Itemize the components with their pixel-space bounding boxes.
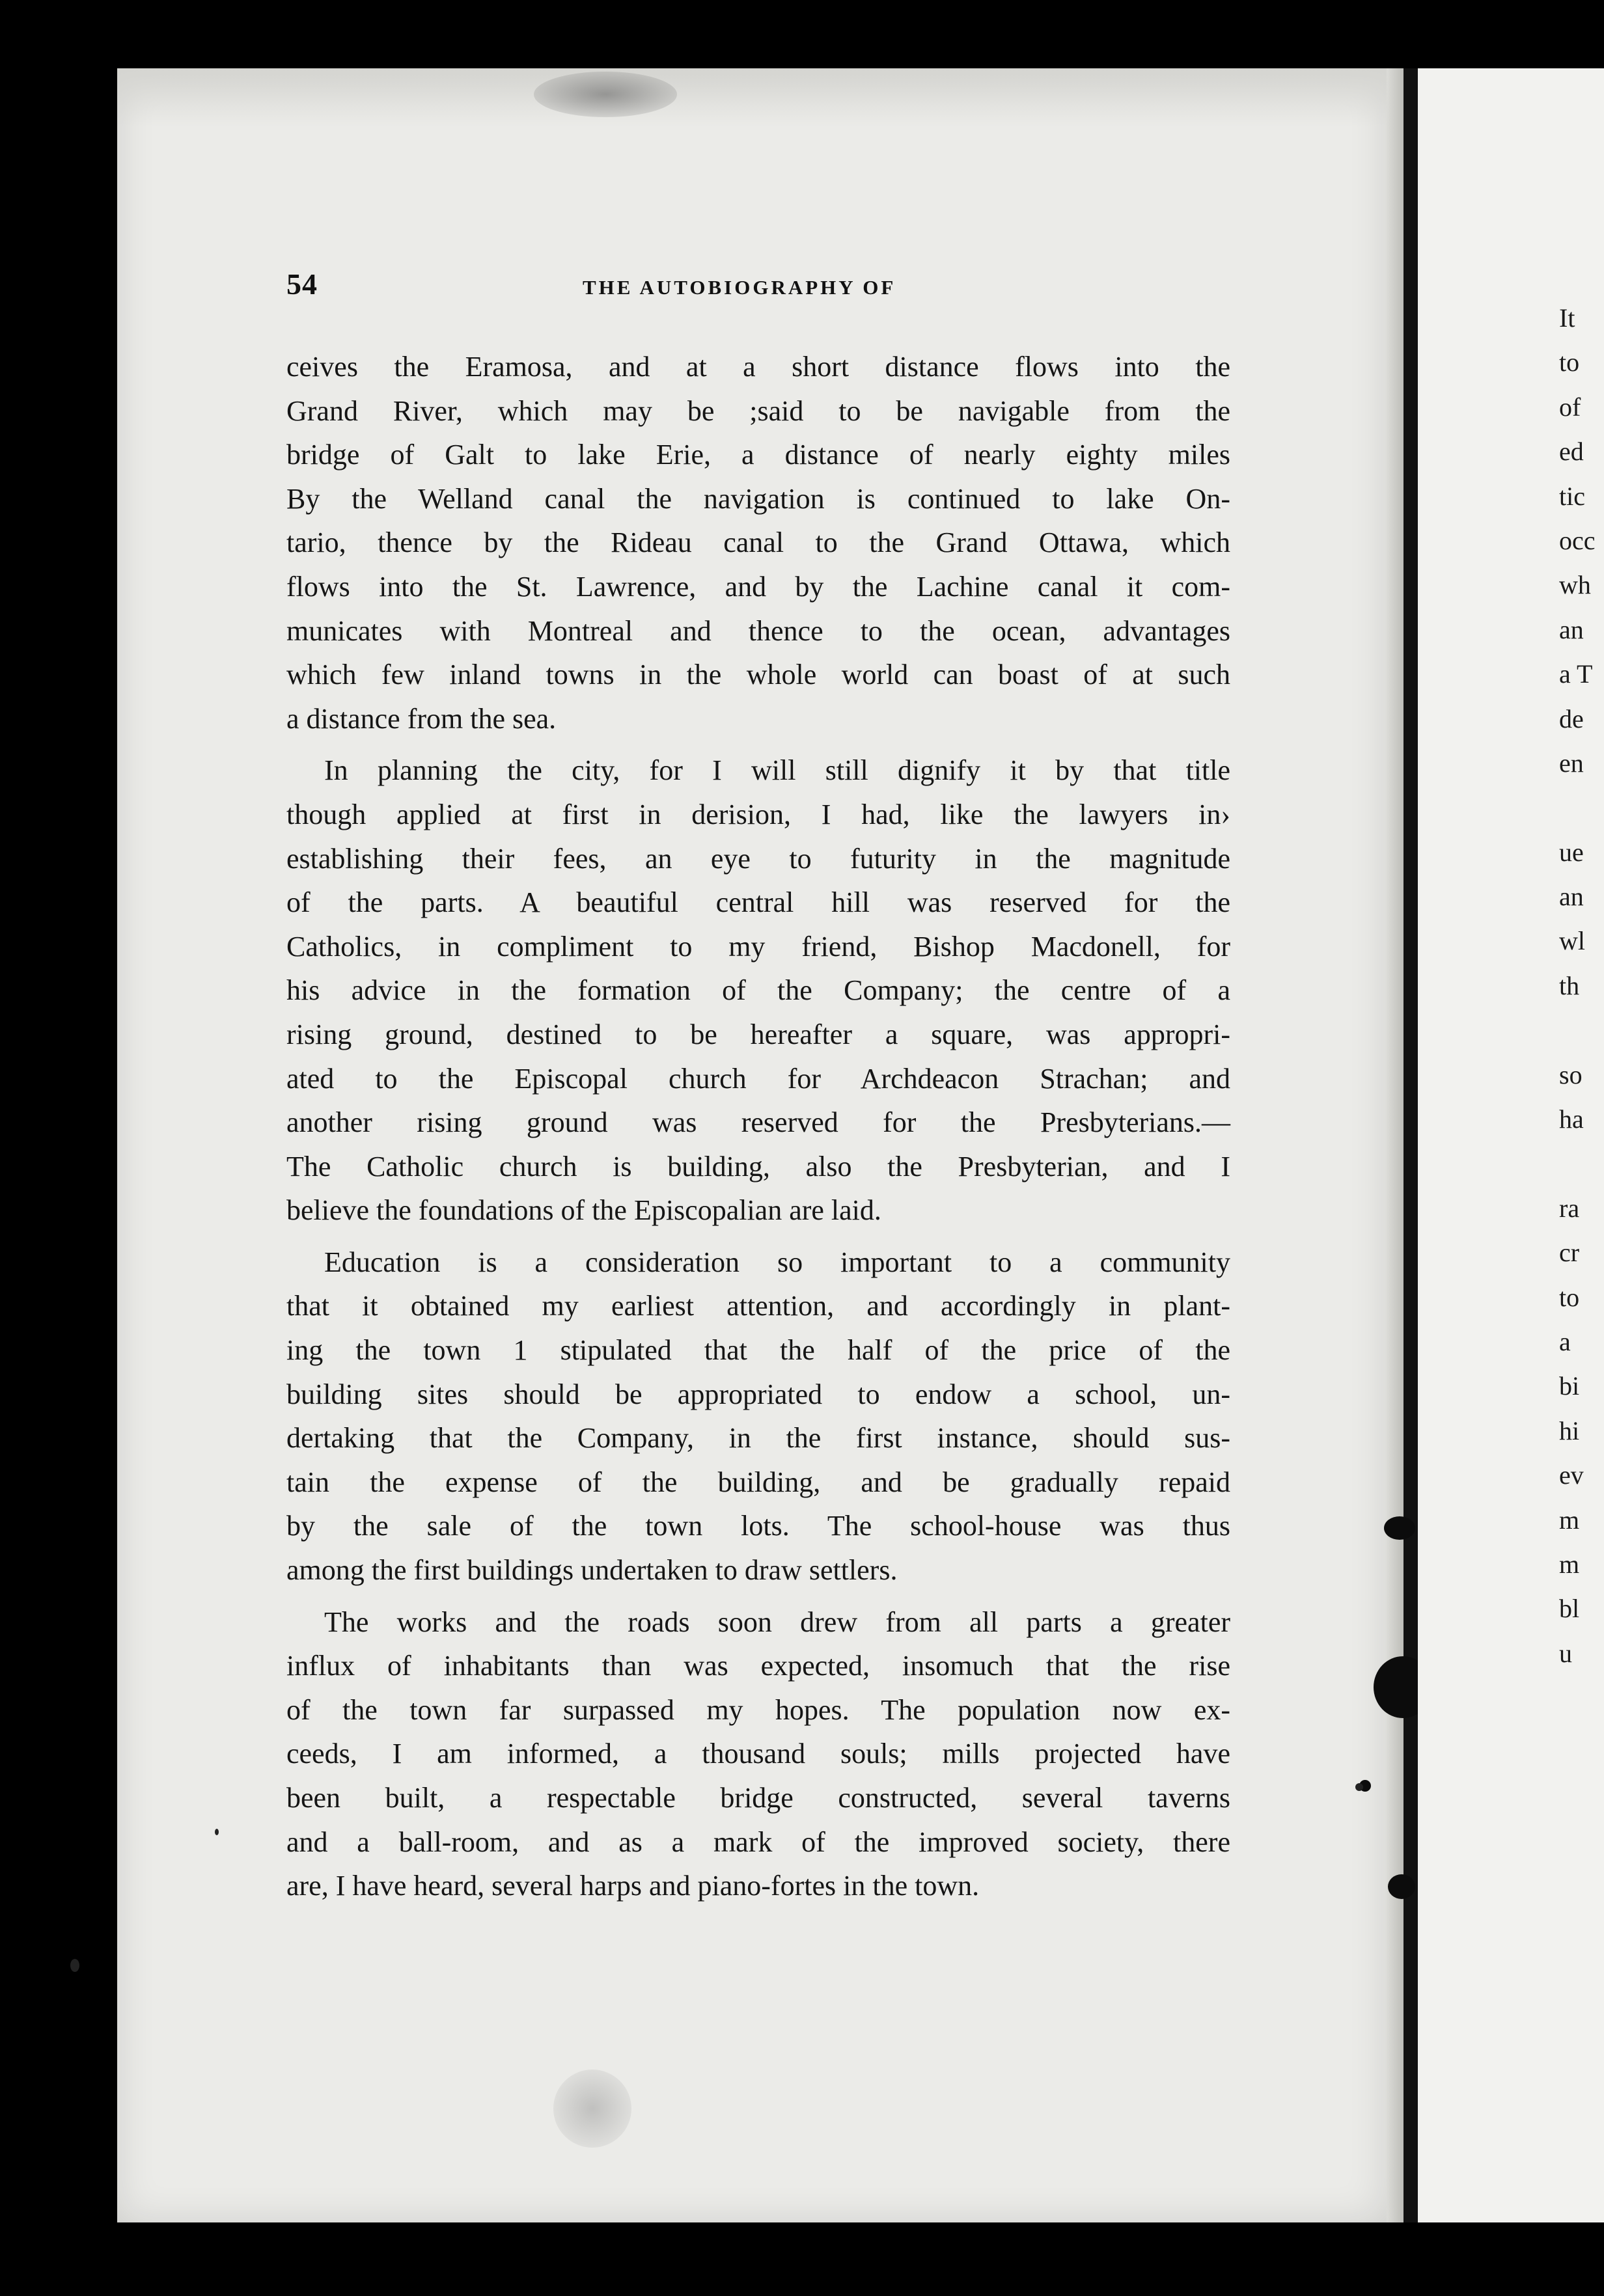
right-page-fragment: en [1559, 748, 1584, 778]
page-gutter [1387, 68, 1404, 2222]
text-line: The works and the roads soon drew from all parts a greater [324, 1606, 1230, 1638]
text-line: dertaking that the Company, in the first instance, should sus- [286, 1422, 1230, 1455]
scan-shadow-top [117, 68, 1387, 127]
right-page-fragment: bi [1559, 1371, 1580, 1401]
right-page-fragment [1559, 1008, 1596, 1052]
right-page-fragment [1559, 1141, 1596, 1186]
right-page-fragment: of [1559, 392, 1581, 422]
right-page-fragment: bl [1559, 1594, 1580, 1624]
scan-speck [1355, 1783, 1363, 1791]
ink-blot [1388, 1874, 1415, 1899]
right-page-fragment: ed [1559, 437, 1584, 467]
right-page-text-fragments [1559, 296, 1596, 1676]
text-line: been built, a respectable bridge constructed, several taverns [286, 1782, 1230, 1814]
right-page-fragment: occ [1559, 525, 1596, 555]
right-page-fragment: m [1559, 1549, 1580, 1579]
right-page-fragment: ue [1559, 837, 1584, 867]
right-page-fragment: to [1559, 348, 1580, 377]
right-page-fragment: to [1559, 1282, 1580, 1312]
text-line: of the parts. A beautiful central hill was reserved for the [286, 886, 1230, 919]
text-line: bridge of Galt to lake Erie, a distance of nearly eighty miles [286, 439, 1230, 471]
right-page-fragment: ev [1559, 1460, 1584, 1490]
running-head: THE AUTOBIOGRAPHY OF [583, 276, 896, 299]
right-page-fragment: hi [1559, 1415, 1580, 1445]
right-page-fragment: wl [1559, 926, 1585, 956]
right-page-fragment: ra [1559, 1193, 1580, 1223]
right-page-fragment: an [1559, 614, 1584, 644]
right-page-fragment: a [1559, 1326, 1571, 1356]
paragraph [286, 345, 1230, 741]
scan-smudge-top [534, 72, 677, 117]
right-page-fragment: m [1559, 1505, 1580, 1535]
text-line: In planning the city, for I will still dignify it by that title [324, 754, 1230, 787]
right-page-fragment: u [1559, 1638, 1572, 1668]
text-line: among the first buildings undertaken to draw settlers. [286, 1554, 898, 1587]
text-line: Catholics, in compliment to my friend, Bishop Macdonell, for [286, 930, 1230, 963]
text-line: flows into the St. Lawrence, and by the Lachine canal it com- [286, 570, 1230, 603]
text-line: tain the expense of the building, and be gradually repaid [286, 1466, 1230, 1498]
right-page-fragment: wh [1559, 570, 1591, 600]
text-line: By the Welland canal the navigation is continued to lake On- [286, 482, 1230, 515]
scan-speck [215, 1829, 219, 1835]
text-line: tario, thence by the Rideau canal to the Grand Ottawa, which [286, 526, 1230, 559]
text-line: municates with Montreal and thence to the ocean, advantages [286, 614, 1230, 647]
text-line: Education is a consideration so important to a community [324, 1246, 1230, 1278]
right-page-fragment [1559, 786, 1596, 830]
text-line: building sites should be appropriated to endow a school, un- [286, 1378, 1230, 1410]
right-page-fragment: ha [1559, 1104, 1584, 1134]
text-line: another rising ground was reserved for the Presbyterians.— [286, 1106, 1230, 1139]
text-line: ceeds, I am informed, a thousand souls; mills projected have [286, 1738, 1230, 1770]
text-line: and a ball-room, and as a mark of the improved society, there [286, 1825, 1230, 1858]
right-page-fragment: so [1559, 1059, 1583, 1089]
text-line: ated to the Episcopal church for Archdeacon Strachan; and [286, 1062, 1230, 1095]
text-line: are, I have heard, several harps and piano-fortes in the town. [286, 1870, 980, 1902]
paragraph [286, 1600, 1230, 1908]
text-line: that it obtained my earliest attention, and accordingly in plant- [286, 1290, 1230, 1322]
right-page-fragment: an [1559, 882, 1584, 912]
text-line: which few inland towns in the whole world can boast of at such [286, 659, 1230, 691]
right-page-fragment: a T [1559, 659, 1593, 689]
text-line: influx of inhabitants than was expected, insomuch that the rise [286, 1650, 1230, 1682]
text-line: believe the foundations of the Episcopalian are laid. [286, 1194, 881, 1227]
right-page-fragment: de [1559, 704, 1584, 733]
right-page-fragment: tic [1559, 481, 1585, 511]
right-page-fragment: It [1559, 303, 1575, 333]
paragraph [286, 748, 1230, 1233]
right-page-fragment: cr [1559, 1238, 1580, 1268]
ink-blot [1384, 1516, 1415, 1540]
right-page-fragment: th [1559, 970, 1580, 1000]
text-line: establishing their fees, an eye to futurity in the magnitude [286, 842, 1230, 875]
paragraph [286, 1240, 1230, 1592]
text-line: The Catholic church is building, also the Presbyterian, and I [286, 1150, 1230, 1182]
text-line: though applied at first in derision, I had, like the lawyers in› [286, 798, 1230, 830]
page-header [286, 267, 1230, 312]
page-number: 54 [286, 267, 318, 301]
text-line: ing the town 1 stipulated that the half of the price of the [286, 1334, 1230, 1367]
text-line: by the sale of the town lots. The school-house was thus [286, 1510, 1230, 1542]
text-line: rising ground, destined to be hereafter a square, was appropri- [286, 1018, 1230, 1050]
text-line: his advice in the formation of the Company; the centre of a [286, 974, 1230, 1007]
binding-spine [1404, 68, 1418, 2222]
scan-speck [70, 1959, 79, 1972]
scan-smudge-bottom [553, 2070, 631, 2148]
text-line: ceives the Eramosa, and at a short distance flows into the [286, 351, 1230, 383]
text-line: of the town far surpassed my hopes. The population now ex- [286, 1693, 1230, 1726]
text-line: a distance from the sea. [286, 702, 557, 735]
body-text [286, 345, 1230, 1916]
text-line: Grand River, which may be ;said to be navigable from the [286, 394, 1230, 427]
